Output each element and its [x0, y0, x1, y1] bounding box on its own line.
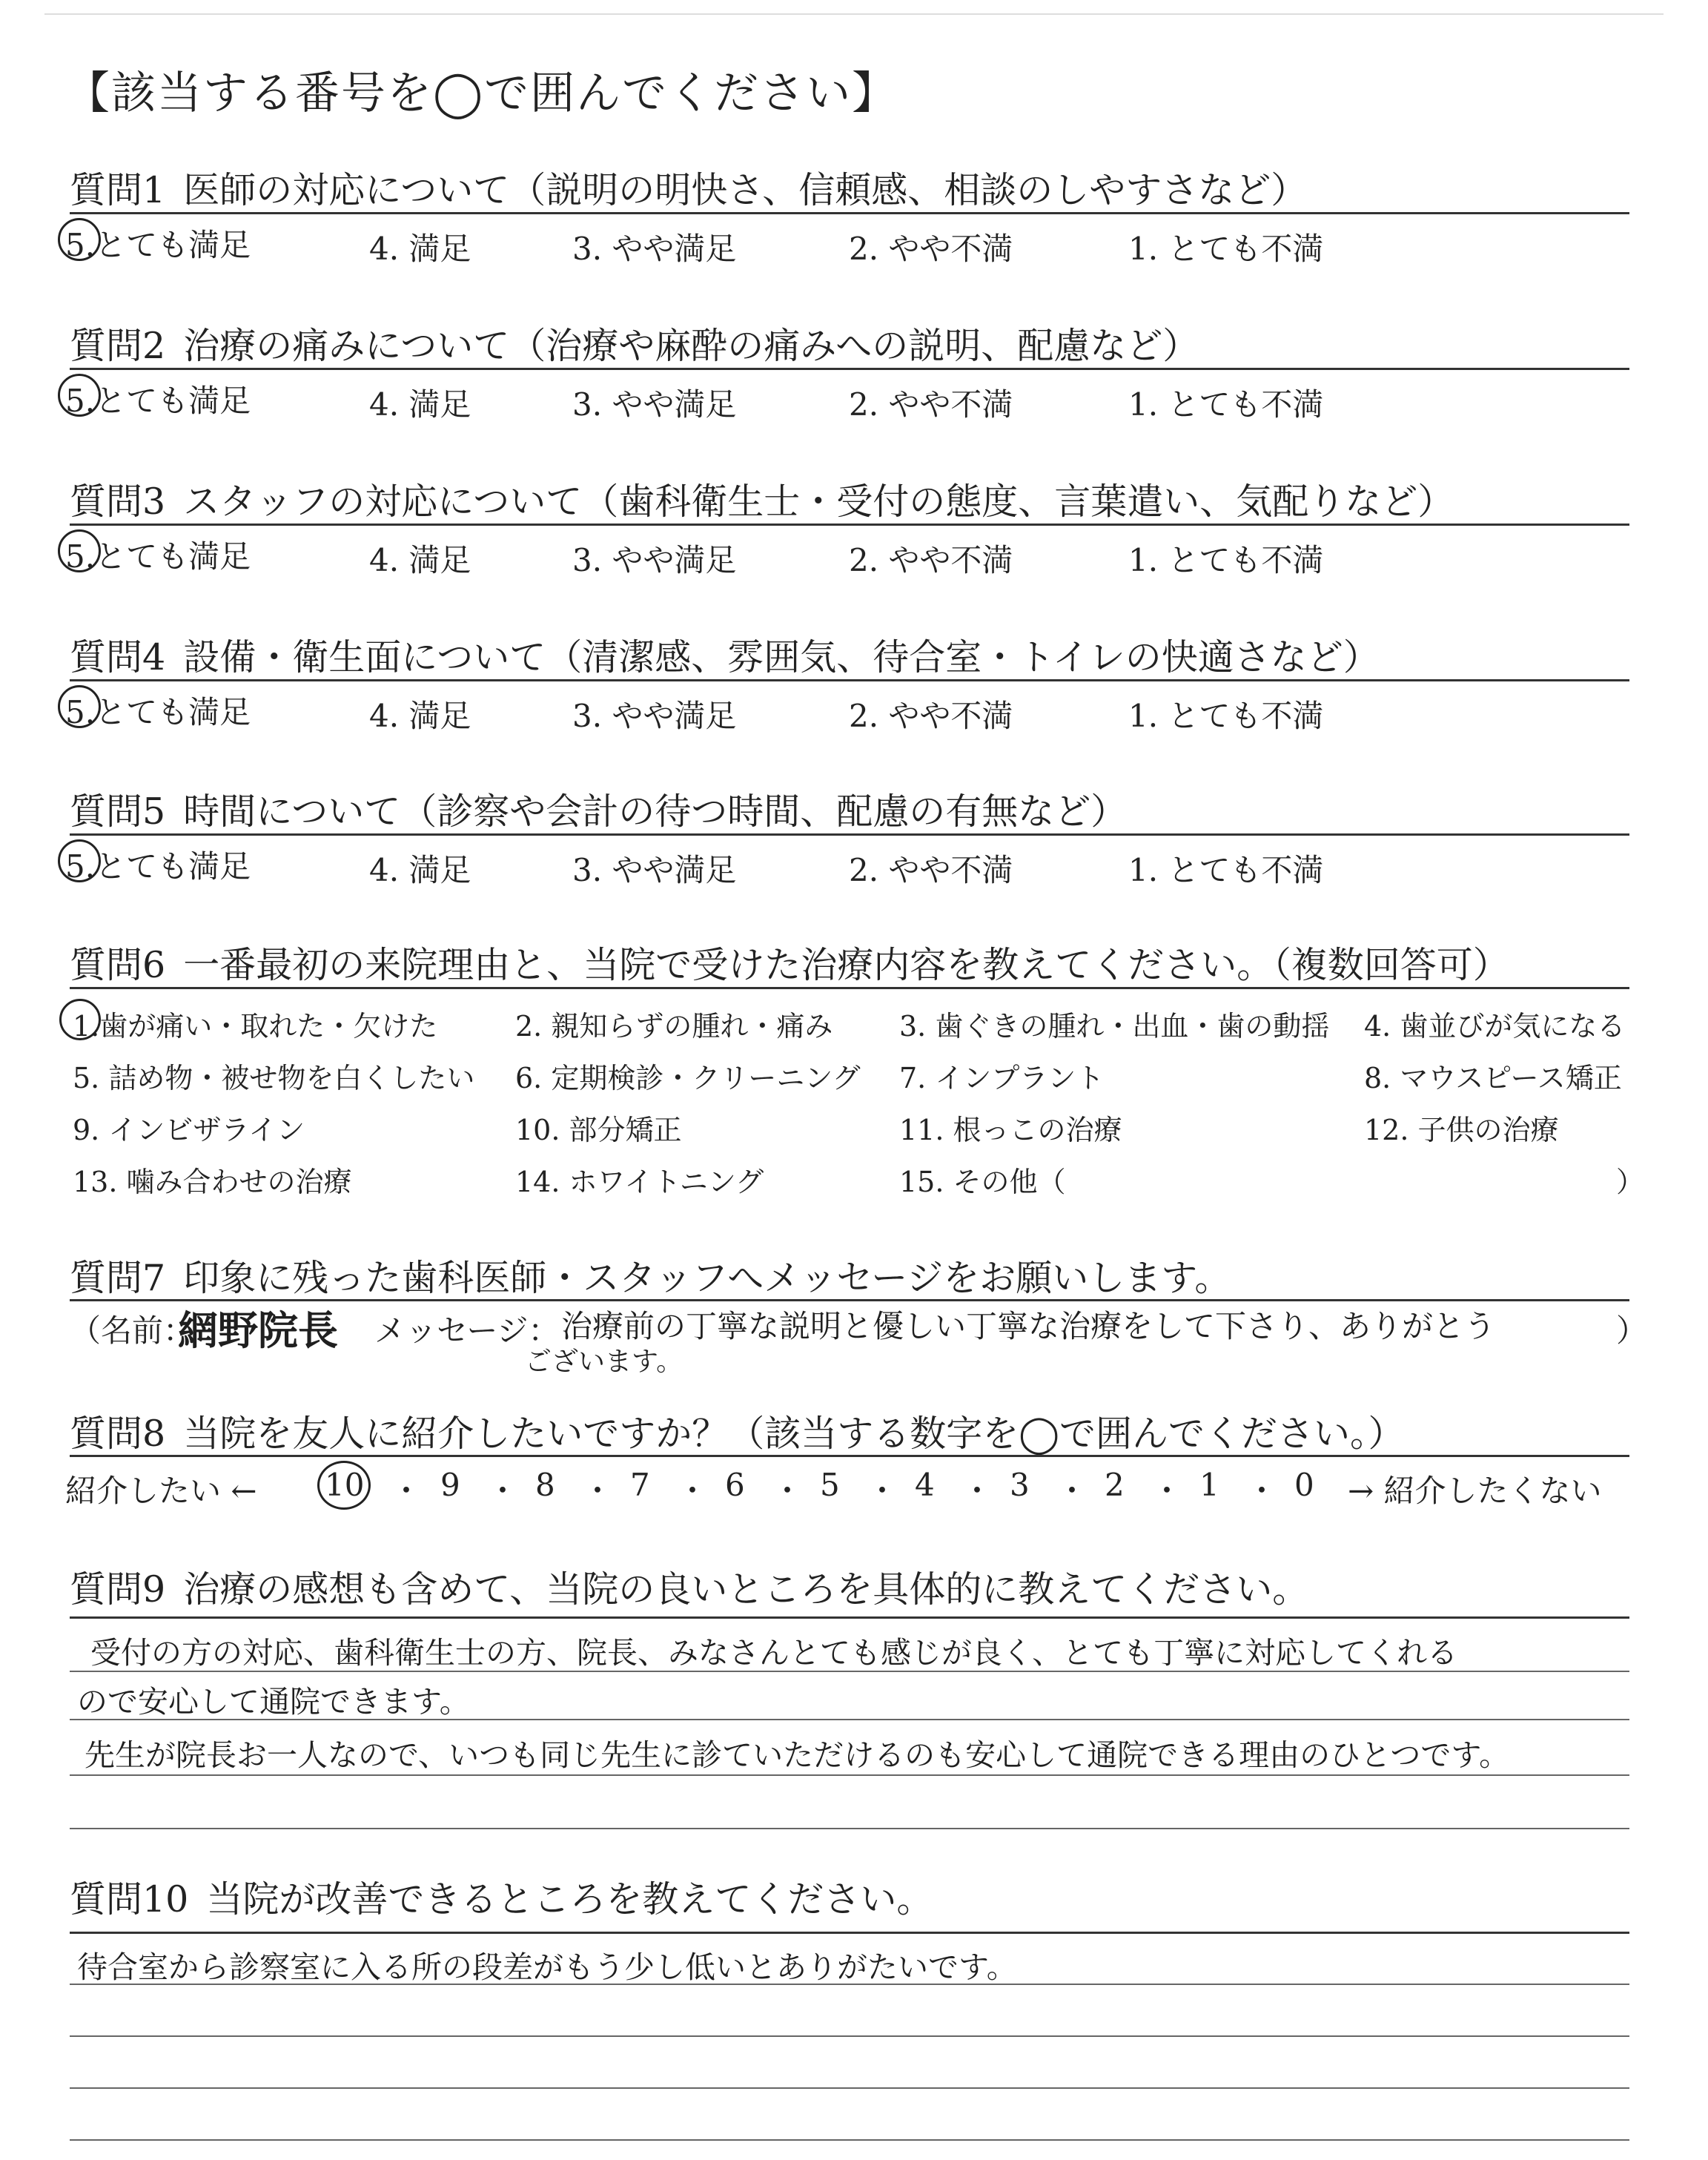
separator-dot: ・ — [1056, 1473, 1088, 1509]
score-3[interactable]: 3 — [1010, 1467, 1030, 1503]
reason-option-8[interactable]: 8. マウスピース矯正 — [1364, 1062, 1622, 1094]
answer-line — [70, 1774, 1629, 1776]
option-2[interactable]: 2. やや不満 — [849, 386, 1013, 423]
option-3[interactable]: 3. やや満足 — [572, 386, 737, 423]
question-3-title — [70, 473, 1454, 525]
separator-dot: ・ — [391, 1473, 423, 1509]
option-5[interactable]: 5.とても満足 — [65, 383, 251, 419]
question-number: 質問5 — [70, 790, 166, 833]
top-border — [44, 13, 1664, 15]
question-number: 質問1 — [70, 169, 166, 211]
name-value[interactable]: 網野院長 — [178, 1307, 338, 1354]
score-7[interactable]: 7 — [630, 1467, 650, 1503]
separator-dot: ・ — [677, 1473, 709, 1509]
option-4[interactable]: 4. 満足 — [369, 542, 471, 578]
question-4-rule — [70, 679, 1629, 681]
reason-option-1[interactable]: 1.歯が痛い・取れた・欠けた — [73, 1010, 438, 1043]
option-1[interactable]: 1. とても不満 — [1128, 542, 1324, 578]
option-4[interactable]: 4. 満足 — [369, 852, 471, 888]
question-text: 当院が改善できるところを教えてください。 — [206, 1878, 933, 1920]
answer-line — [70, 2139, 1629, 2141]
score-9[interactable]: 9 — [440, 1467, 460, 1503]
reason-option-7[interactable]: 7. インプラント — [899, 1062, 1105, 1094]
option-2[interactable]: 2. やや不満 — [849, 231, 1013, 267]
reason-option-4[interactable]: 4. 歯並びが気になる — [1364, 1010, 1626, 1043]
reason-option-9[interactable]: 9. インビザライン — [73, 1114, 305, 1146]
separator-dot: ・ — [772, 1473, 804, 1509]
question-number: 質問8 — [70, 1413, 166, 1455]
name-label: （名前： — [70, 1312, 195, 1349]
separator-dot: ・ — [487, 1473, 519, 1509]
score-0[interactable]: 0 — [1294, 1467, 1314, 1503]
question-6-title — [70, 937, 1509, 988]
question-number: 質問3 — [70, 480, 166, 523]
question-text: 時間について（診察や会計の待つ時間、配慮の有無など） — [183, 790, 1128, 833]
question-9-title — [70, 1561, 1308, 1613]
reason-option-15[interactable]: 15. その他（ — [899, 1166, 1066, 1198]
question-10-title — [70, 1871, 933, 1923]
option-4[interactable]: 4. 満足 — [369, 386, 471, 423]
option-5[interactable]: 5.とても満足 — [65, 848, 251, 885]
score-5[interactable]: 5 — [820, 1467, 840, 1503]
question-text: スタッフの対応について（歯科衛生士・受付の態度、言葉遣い、気配りなど） — [183, 480, 1454, 523]
question-text: 当院を友人に紹介したいですか？（該当する数字を◯で囲んでください。） — [183, 1413, 1405, 1455]
question-7-title — [70, 1249, 1231, 1301]
reason-option-14[interactable]: 14. ホワイトニング — [515, 1166, 764, 1198]
question-6-rule — [70, 987, 1629, 989]
other-close-paren: ） — [1616, 1166, 1645, 1198]
option-2[interactable]: 2. やや不満 — [849, 852, 1013, 888]
question-number: 質問6 — [70, 944, 166, 986]
reason-option-6[interactable]: 6. 定期検診・クリーニング — [515, 1062, 861, 1094]
option-5[interactable]: 5.とても満足 — [65, 538, 251, 575]
answer-line — [70, 1616, 1629, 1619]
option-1[interactable]: 1. とても不満 — [1128, 698, 1324, 734]
question-5-rule — [70, 833, 1629, 836]
option-2[interactable]: 2. やや不満 — [849, 698, 1013, 734]
option-5[interactable]: 5.とても満足 — [65, 227, 251, 263]
separator-dot: ・ — [1151, 1473, 1183, 1509]
question-text: 一番最初の来院理由と、当院で受けた治療内容を教えてください。（複数回答可） — [183, 944, 1509, 986]
question-number: 質問9 — [70, 1568, 166, 1611]
question-number: 質問2 — [70, 325, 166, 367]
question-1-title — [70, 162, 1307, 214]
question-text: 治療の痛みについて（治療や麻酔の痛みへの説明、配慮など） — [183, 325, 1199, 367]
separator-dot: ・ — [1246, 1473, 1278, 1509]
question-2-rule — [70, 368, 1629, 370]
answer-line — [70, 1828, 1629, 1829]
option-4[interactable]: 4. 満足 — [369, 698, 471, 734]
question-1-rule — [70, 212, 1629, 214]
score-1[interactable]: 1 — [1199, 1467, 1219, 1503]
answer-line — [70, 2087, 1629, 2089]
question-8-rule — [70, 1455, 1629, 1457]
separator-dot: ・ — [961, 1473, 993, 1509]
reason-option-10[interactable]: 10. 部分矯正 — [515, 1114, 682, 1146]
score-4[interactable]: 4 — [915, 1467, 935, 1503]
score-6[interactable]: 6 — [725, 1467, 745, 1503]
option-3[interactable]: 3. やや満足 — [572, 698, 737, 734]
message-close-paren: ） — [1616, 1312, 1648, 1349]
option-4[interactable]: 4. 満足 — [369, 231, 471, 267]
question-text: 印象に残った歯科医師・スタッフへメッセージをお願いします。 — [183, 1257, 1231, 1299]
option-1[interactable]: 1. とても不満 — [1128, 386, 1324, 423]
answer-q9-line-3[interactable]: 先生が院長お一人なので、いつも同じ先生に診ていただけるのも安心して通院できる理由のひとつです。 — [85, 1737, 1510, 1773]
answer-line — [70, 2035, 1629, 2037]
question-5-title — [70, 783, 1127, 835]
question-text: 設備・衛生面について（清潔感、雰囲気、待合室・トイレの快適さなど） — [183, 636, 1380, 678]
reason-option-12[interactable]: 12. 子供の治療 — [1364, 1114, 1559, 1146]
question-3-rule — [70, 524, 1629, 526]
option-2[interactable]: 2. やや不満 — [849, 542, 1013, 578]
answer-q10-line-1[interactable]: 待合室から診察室に入る所の段差がもう少し低いとありがたいです。 — [77, 1949, 1017, 1985]
option-3[interactable]: 3. やや満足 — [572, 231, 737, 267]
question-8-title — [70, 1405, 1405, 1457]
reason-option-11[interactable]: 11. 根っこの治療 — [899, 1114, 1122, 1146]
option-1[interactable]: 1. とても不満 — [1128, 231, 1324, 267]
question-text: 治療の感想も含めて、当院の良いところを具体的に教えてください。 — [183, 1568, 1309, 1611]
question-number: 質問4 — [70, 636, 166, 678]
page-title: 【該当する番号を◯で囲んでください】 — [65, 67, 898, 119]
question-2-title — [70, 317, 1199, 369]
separator-dot: ・ — [867, 1473, 898, 1509]
question-text: 医師の対応について（説明の明快さ、信頼感、相談のしやすさなど） — [183, 169, 1308, 211]
separator-dot: ・ — [582, 1473, 614, 1509]
score-2[interactable]: 2 — [1105, 1467, 1125, 1503]
reason-option-13[interactable]: 13. 噛み合わせの治療 — [73, 1166, 352, 1198]
answer-line — [70, 1932, 1629, 1934]
question-number: 質問10 — [70, 1878, 189, 1920]
question-4-title — [70, 629, 1380, 681]
score-10[interactable]: 10 — [325, 1467, 365, 1503]
option-3[interactable]: 3. やや満足 — [572, 542, 737, 578]
message-line-1[interactable]: 治療前の丁寧な説明と優しい丁寧な治療をして下さり、ありがとう — [561, 1308, 1496, 1344]
option-5[interactable]: 5.とても満足 — [65, 694, 251, 730]
recommend-left-label: 紹介したい ← — [65, 1473, 257, 1509]
answer-q9-line-1[interactable]: 受付の方の対応、歯科衛生士の方、院長、みなさんとても感じが良く、とても丁寧に対応してくれる — [90, 1635, 1458, 1671]
question-number: 質問7 — [70, 1257, 166, 1299]
score-8[interactable]: 8 — [535, 1467, 555, 1503]
reason-option-3[interactable]: 3. 歯ぐきの腫れ・出血・歯の動揺 — [899, 1010, 1330, 1043]
option-1[interactable]: 1. とても不満 — [1128, 852, 1324, 888]
answer-q9-line-2[interactable]: ので安心して通院できます。 — [77, 1684, 470, 1720]
reason-option-2[interactable]: 2. 親知らずの腫れ・痛み — [515, 1010, 833, 1043]
option-3[interactable]: 3. やや満足 — [572, 852, 737, 888]
recommend-right-label: → 紹介したくない — [1348, 1473, 1602, 1509]
reason-option-5[interactable]: 5. 詰め物・被せ物を白くしたい — [73, 1062, 475, 1094]
message-label: メッセージ： — [374, 1312, 560, 1349]
message-line-2[interactable]: ございます。 — [525, 1347, 683, 1377]
